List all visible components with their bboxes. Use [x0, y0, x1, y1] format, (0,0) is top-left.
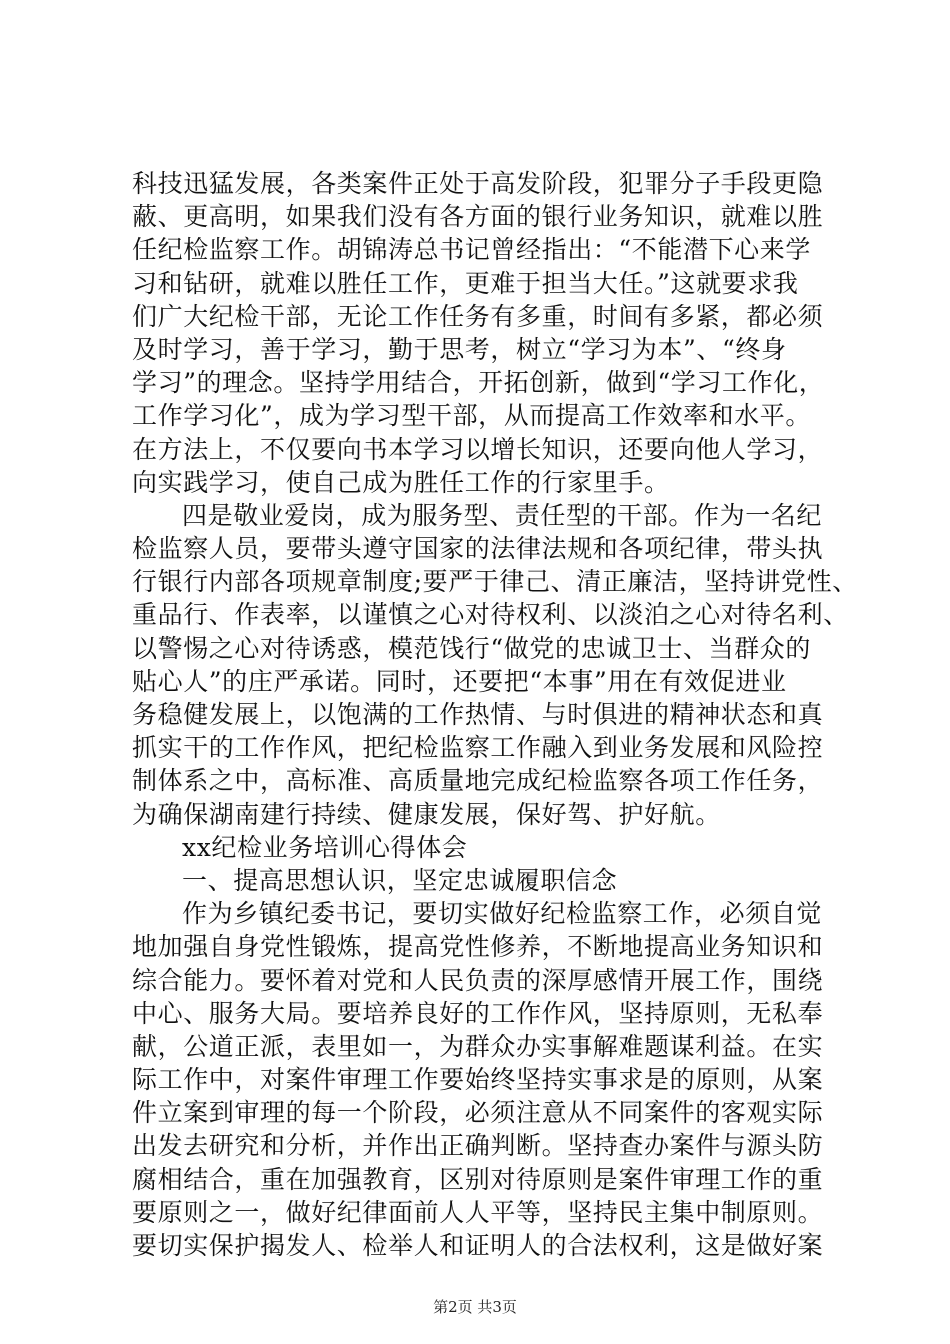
section-title: xx纪检业务培训心得体会: [182, 832, 468, 862]
paragraph-first-line: 四是敬业爱岗，成为服务型、责任型的干部。作为一名纪: [182, 500, 823, 530]
text-line: 抓实干的工作作风，把纪检监察工作融入到业务发展和风险控: [132, 733, 824, 763]
text-line: 中心、服务大局。要培养良好的工作作风，坚持原则，无私奉: [132, 998, 824, 1028]
text-line: 综合能力。要怀着对党和人民负责的深厚感情开展工作，围绕: [132, 965, 824, 995]
text-line: 件立案到审理的每一个阶段，必须注意从不同案件的客观实际: [132, 1098, 824, 1128]
text-line: 出发去研究和分析，并作出正确判断。坚持查办案件与源头防: [132, 1131, 824, 1161]
text-line: 腐相结合，重在加强教育，区别对待原则是案件审理工作的重: [132, 1164, 824, 1194]
text-line: 制体系之中，高标准、高质量地完成纪检监察各项工作任务，: [132, 766, 824, 796]
text-line: 务稳健发展上，以饱满的工作热情、与时俱进的精神状态和真: [132, 700, 824, 729]
text-line: 地加强自身党性锻炼，提高党性修养，不断地提高业务知识和: [132, 932, 824, 962]
text-line: 要原则之一，做好纪律面前人人平等，坚持民主集中制原则。: [132, 1197, 824, 1227]
text-line: 蔽、更高明，如果我们没有各方面的银行业务知识，就难以胜: [132, 202, 824, 232]
text-line: 际工作中，对案件审理工作要始终坚持实事求是的原则，从案: [132, 1065, 824, 1095]
text-line: 及时学习，善于学习，勤于思考，树立“学习为本”、“终身: [132, 334, 787, 364]
text-line: 检监察人员，要带头遵守国家的法律法规和各项纪律，带头执: [132, 534, 824, 564]
text-line: 学习”的理念。坚持学用结合，开拓创新，做到“学习工作化，: [132, 368, 825, 398]
text-line: 任纪检监察工作。胡锦涛总书记曾经指出：“不能潜下心来学: [132, 235, 811, 265]
text-line: 们广大纪检干部，无论工作任务有多重，时间有多紧，都必须: [132, 301, 824, 331]
text-line: 重品行、作表率，以谨慎之心对待权利、以淡泊之心对待名利、: [132, 600, 849, 630]
text-line: 为确保湖南建行持续、健康发展，保好驾、护好航。: [132, 799, 721, 829]
text-line: 习和钻研，就难以胜任工作，更难于担当大任。”这就要求我: [132, 268, 799, 298]
section-heading: 一、提高思想认识，坚定忠诚履职信念: [182, 865, 618, 895]
document-body: [132, 167, 858, 1262]
page-number-footer: 第2页 共3页: [433, 1298, 517, 1316]
text-line: 献，公道正派，表里如一，为群众办实事解难题谋利益。在实: [132, 1031, 824, 1061]
text-line: 要切实保护揭发人、检举人和证明人的合法权利，这是做好案: [132, 1231, 824, 1260]
paragraph-first-line: 作为乡镇纪委书记，要切实做好纪检监察工作，必须自觉: [182, 899, 823, 929]
text-line: 在方法上，不仅要向书本学习以增长知识，还要向他人学习，: [132, 434, 824, 464]
text-line: 科技迅猛发展，各类案件正处于高发阶段，犯罪分子手段更隐: [132, 169, 824, 198]
text-line: 行银行内部各项规章制度;要严于律己、清正廉洁，坚持讲党性、: [132, 567, 858, 597]
text-line: 工作学习化”，成为学习型干部，从而提高工作效率和水平。: [132, 401, 811, 431]
text-line: 以警惕之心对待诱惑，模范饯行“做党的忠诚卫士、当群众的: [132, 633, 811, 663]
text-line: 贴心人”的庄严承诺。同时，还要把“本事”用在有效促进业: [132, 666, 787, 696]
text-line: 向实践学习，使自己成为胜任工作的行家里手。: [132, 467, 670, 497]
